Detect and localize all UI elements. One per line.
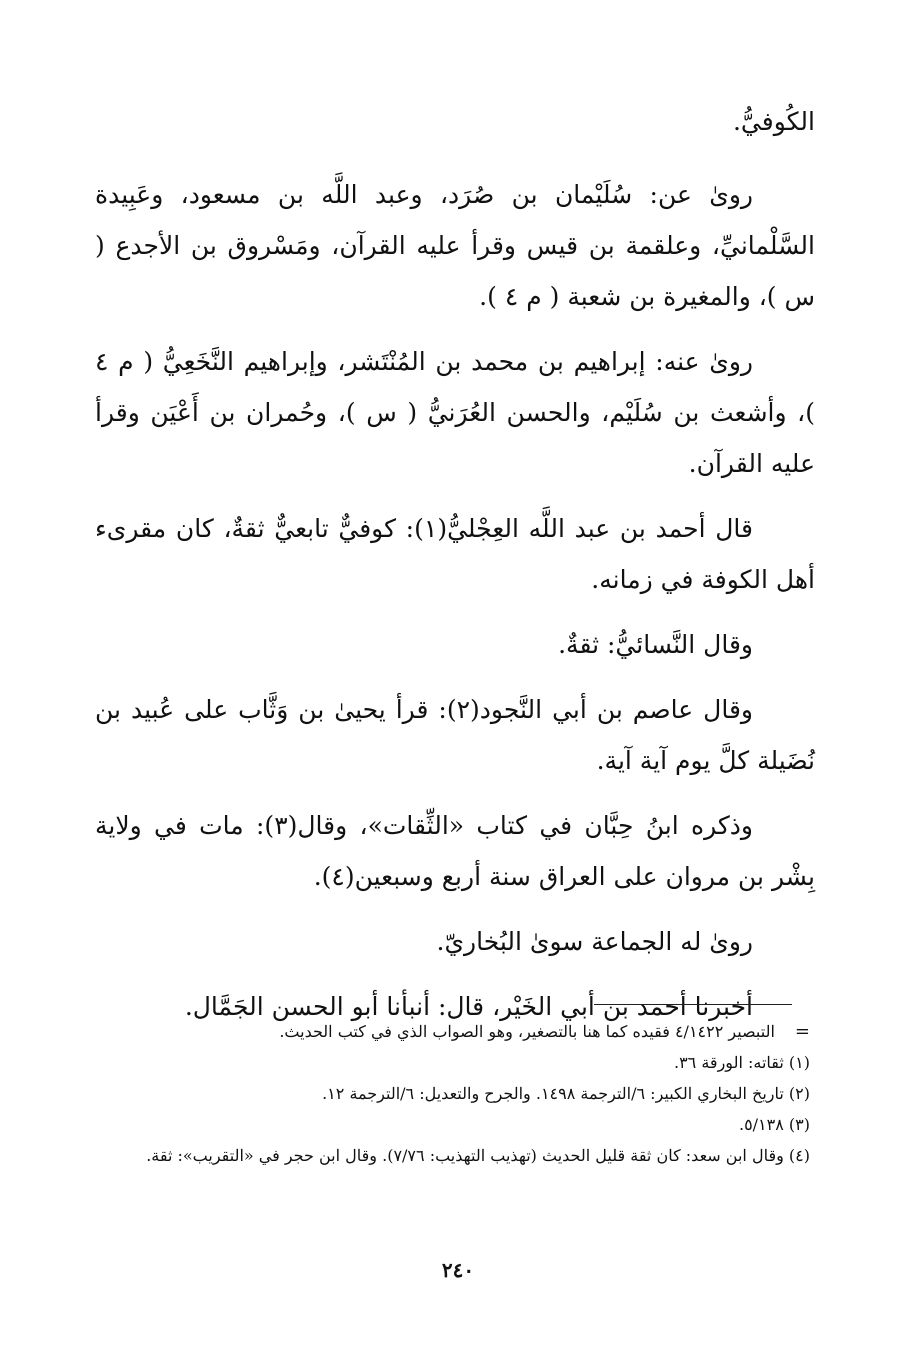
paragraph-nasai-quote: وقال النَّسائيُّ: ثقةٌ. [558,630,753,659]
paragraph-heading-continuation: الكُوفيُّ. [732,107,815,136]
paragraph-ibn-hibban: وذكره ابنُ حِبَّان في كتاب «الثِّقات»، وقال(٣): مات في ولاية بِشْر بن مروان على العراق سنة أربع وسبعين(٤). [95,811,815,891]
paragraph-narrated-from: روىٰ عن: سُلَيْمان بن صُرَد، وعبد اللَّه بن مسعود، وعَبِيدة السَّلْمانيِّ، وعلقمة بن قيس وقرأ عليه القرآن، ومَسْروق بن الأجدع ( س )، والمغيرة بن شعبة ( م ٤ ). [95,180,815,311]
footnote-divider [594,1004,792,1005]
footnote-continuation-text: التبصير ٤/١٤٢٢ فقيده كما هنا بالتصغير، وهو الصواب الذي في كتب الحديث. [279,1022,775,1041]
page-number: ٢٤٠ [441,1258,475,1282]
continuation-mark: = [794,1021,810,1042]
page-body [95,96,815,1046]
footnote-4: (٤) وقال ابن سعد: كان ثقة قليل الحديث (تهذيب التهذيب: ٧/٧٦). وقال ابن حجر في «التقريب»: ثقة. [146,1146,810,1165]
footnotes-section [130,1016,810,1171]
footnote-2: (٢) تاريخ البخاري الكبير: ٦/الترجمة ١٤٩٨. والجرح والتعديل: ٦/الترجمة ١٢. [322,1084,810,1103]
paragraph-narrators: روىٰ له الجماعة سوىٰ البُخاريّ. [436,927,753,956]
footnote-1: (١) ثقاته: الورقة ٣٦. [673,1053,810,1072]
paragraph-narrated-by: روىٰ عنه: إبراهيم بن محمد بن المُنْتَشر، وإبراهيم النَّخَعِيُّ ( م ٤ )، وأشعث بن سُلَيْم، والحسن العُرَنيُّ ( س )، وحُمران بن أَعْيَن وقرأ عليه القرآن. [95,347,815,478]
footnote-3: (٣) ٥/١٣٨. [738,1115,810,1134]
paragraph-asim-quote: وقال عاصم بن أبي النَّجود(٢): قرأ يحيىٰ بن وَثَّاب على عُبيد بن نُضَيلة كلَّ يوم آية آية. [95,695,815,775]
paragraph-ijli-quote: قال أحمد بن عبد اللَّه العِجْليُّ(١): كوفيٌّ تابعيٌّ ثقةٌ، كان مقرىء أهل الكوفة في زمانه. [95,514,815,594]
paragraph-chain: أخبرنا أحمد بن أبي الخَيْر، قال: أنبأنا أبو الحسن الجَمَّال. [184,992,753,1021]
footnote-continuation [130,1016,810,1047]
